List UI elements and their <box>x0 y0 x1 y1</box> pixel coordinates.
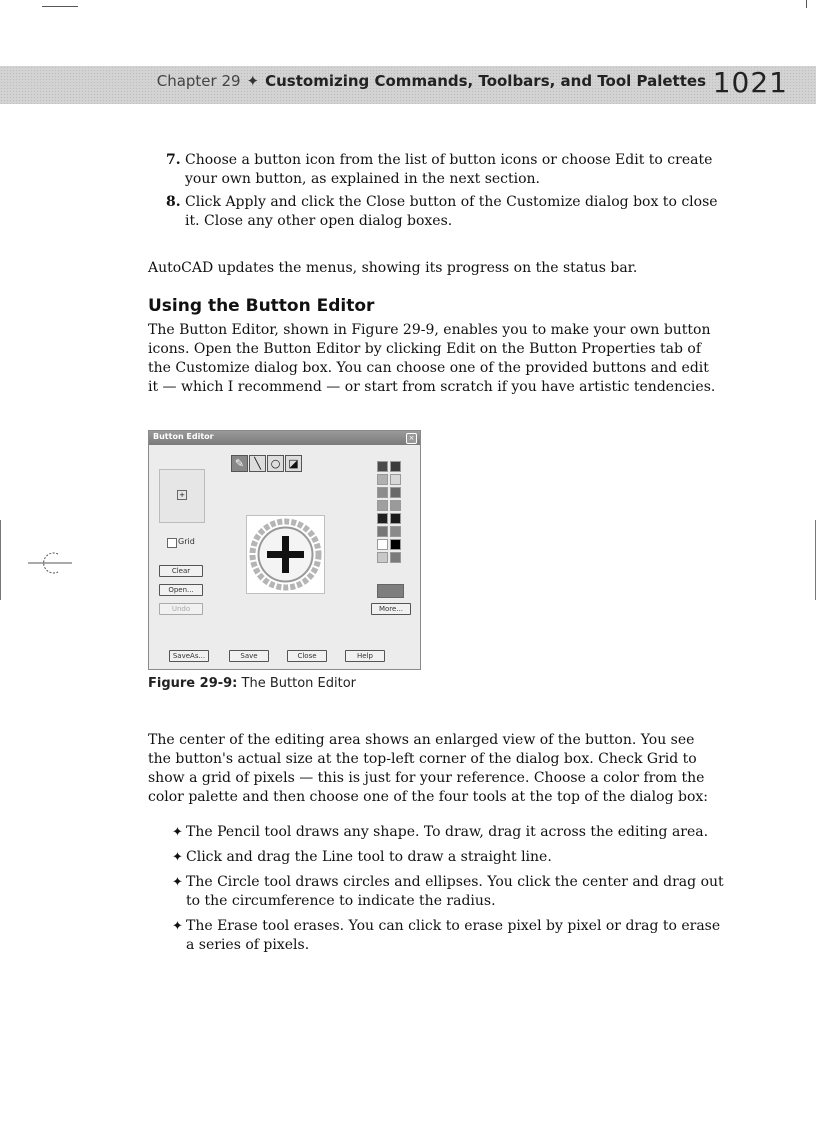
grid-checkbox[interactable] <box>167 538 177 548</box>
section-heading: Using the Button Editor <box>148 296 375 316</box>
circle-tool-icon[interactable]: ○ <box>267 455 284 472</box>
crop-mark-top <box>42 6 78 7</box>
bullet-text: The Pencil tool draws any shape. To draw, drag it across the editing area. <box>186 824 709 840</box>
color-swatch[interactable] <box>390 461 401 472</box>
editing-area[interactable] <box>246 515 325 594</box>
color-swatch[interactable] <box>390 552 401 563</box>
paragraph-center: The center of the editing area shows an enlarged view of the button. You see the button's actual size at the top-left corner of the dialog box. Check Grid to show a grid of pixels — this is just for your reference. Choose a color from the color palette and then choose one of the four tools at the top of the dialog box: <box>148 732 708 805</box>
registration-mark-icon <box>26 548 74 578</box>
save-as-button[interactable]: SaveAs... <box>169 650 209 662</box>
list-item <box>172 873 724 911</box>
bullet-diamond-icon: ✦ <box>172 825 183 840</box>
current-color-swatch <box>377 584 404 598</box>
color-swatch[interactable] <box>377 539 388 550</box>
close-icon[interactable]: × <box>406 433 417 444</box>
paragraph-updates: AutoCAD updates the menus, showing its progress on the status bar. <box>148 260 638 276</box>
step-text: Click Apply and click the Close button of the Customize dialog box to close it. Close any other open dialog boxes. <box>185 194 718 229</box>
pencil-tool-icon[interactable]: ✎ <box>231 455 248 472</box>
bullet-text: The Circle tool draws circles and ellipses. You click the center and drag out to the circumference to indicate the radius. <box>186 874 724 909</box>
color-swatch[interactable] <box>390 474 401 485</box>
bullet-diamond-icon: ✦ <box>172 850 183 865</box>
color-swatch[interactable] <box>377 552 388 563</box>
step-item <box>166 193 726 231</box>
color-swatch[interactable] <box>390 500 401 511</box>
list-item <box>172 823 724 842</box>
color-swatch[interactable] <box>390 526 401 537</box>
bullet-text: Click and drag the Line tool to draw a straight line. <box>186 849 552 865</box>
plus-preview-icon: + <box>177 490 187 500</box>
color-swatch[interactable] <box>390 487 401 498</box>
color-swatch[interactable] <box>390 513 401 524</box>
header-chapter: Chapter 29 <box>156 72 241 90</box>
help-button[interactable]: Help <box>345 650 385 662</box>
numbered-steps <box>166 151 726 235</box>
header-separator-icon: ✦ <box>246 72 260 90</box>
bullet-diamond-icon: ✦ <box>172 919 183 934</box>
bullet-text: The Erase tool erases. You can click to erase pixel by pixel or drag to erase a series of pixels. <box>186 918 721 953</box>
margin-line-left <box>0 520 1 600</box>
color-swatch[interactable] <box>377 461 388 472</box>
color-swatch[interactable] <box>390 539 401 550</box>
color-swatch[interactable] <box>377 526 388 537</box>
step-number: 8. <box>166 194 181 210</box>
step-number: 7. <box>166 152 181 168</box>
list-item <box>172 848 724 867</box>
paragraph-intro: The Button Editor, shown in Figure 29-9, enables you to make your own button icons. Open the Button Editor by clicking Edit on the Button Properties tab of the Customize dialog box. You can choose one of the provided buttons and edit it — which I recommend — or start from scratch if you have artistic tendencies. <box>148 322 716 395</box>
color-swatch[interactable] <box>377 500 388 511</box>
save-button[interactable]: Save <box>229 650 269 662</box>
color-swatch[interactable] <box>377 474 388 485</box>
figure-caption <box>148 676 356 691</box>
open-button[interactable]: Open... <box>159 584 203 596</box>
list-item <box>172 917 724 955</box>
color-swatch[interactable] <box>377 513 388 524</box>
erase-tool-icon[interactable]: ◪ <box>285 455 302 472</box>
dialog-title: Button Editor <box>153 432 214 441</box>
close-button[interactable]: Close <box>287 650 327 662</box>
grid-label: Grid <box>178 537 195 546</box>
actual-size-preview <box>159 469 205 523</box>
plus-circle-icon <box>247 516 324 593</box>
color-swatch[interactable] <box>377 487 388 498</box>
line-tool-icon[interactable]: ╲ <box>249 455 266 472</box>
step-text: Choose a button icon from the list of button icons or choose Edit to create your own button, as explained in the next section. <box>185 152 713 187</box>
step-item <box>166 151 726 189</box>
button-editor-dialog <box>148 430 421 670</box>
more-colors-button[interactable]: More... <box>371 603 411 615</box>
figure-caption-text: The Button Editor <box>241 676 356 691</box>
figure-label: Figure 29-9: <box>148 676 238 691</box>
tool-bullet-list <box>172 823 724 961</box>
clear-button[interactable]: Clear <box>159 565 203 577</box>
header-chapter-title: Customizing Commands, Toolbars, and Tool Palettes <box>265 72 706 90</box>
bullet-diamond-icon: ✦ <box>172 875 183 890</box>
running-header <box>0 66 816 104</box>
header-title-line <box>157 72 706 90</box>
drawing-tools <box>231 455 303 473</box>
page-number: 1021 <box>712 66 788 99</box>
dialog-titlebar <box>149 431 420 445</box>
crop-mark-top-right <box>806 0 807 8</box>
undo-button[interactable]: Undo <box>159 603 203 615</box>
